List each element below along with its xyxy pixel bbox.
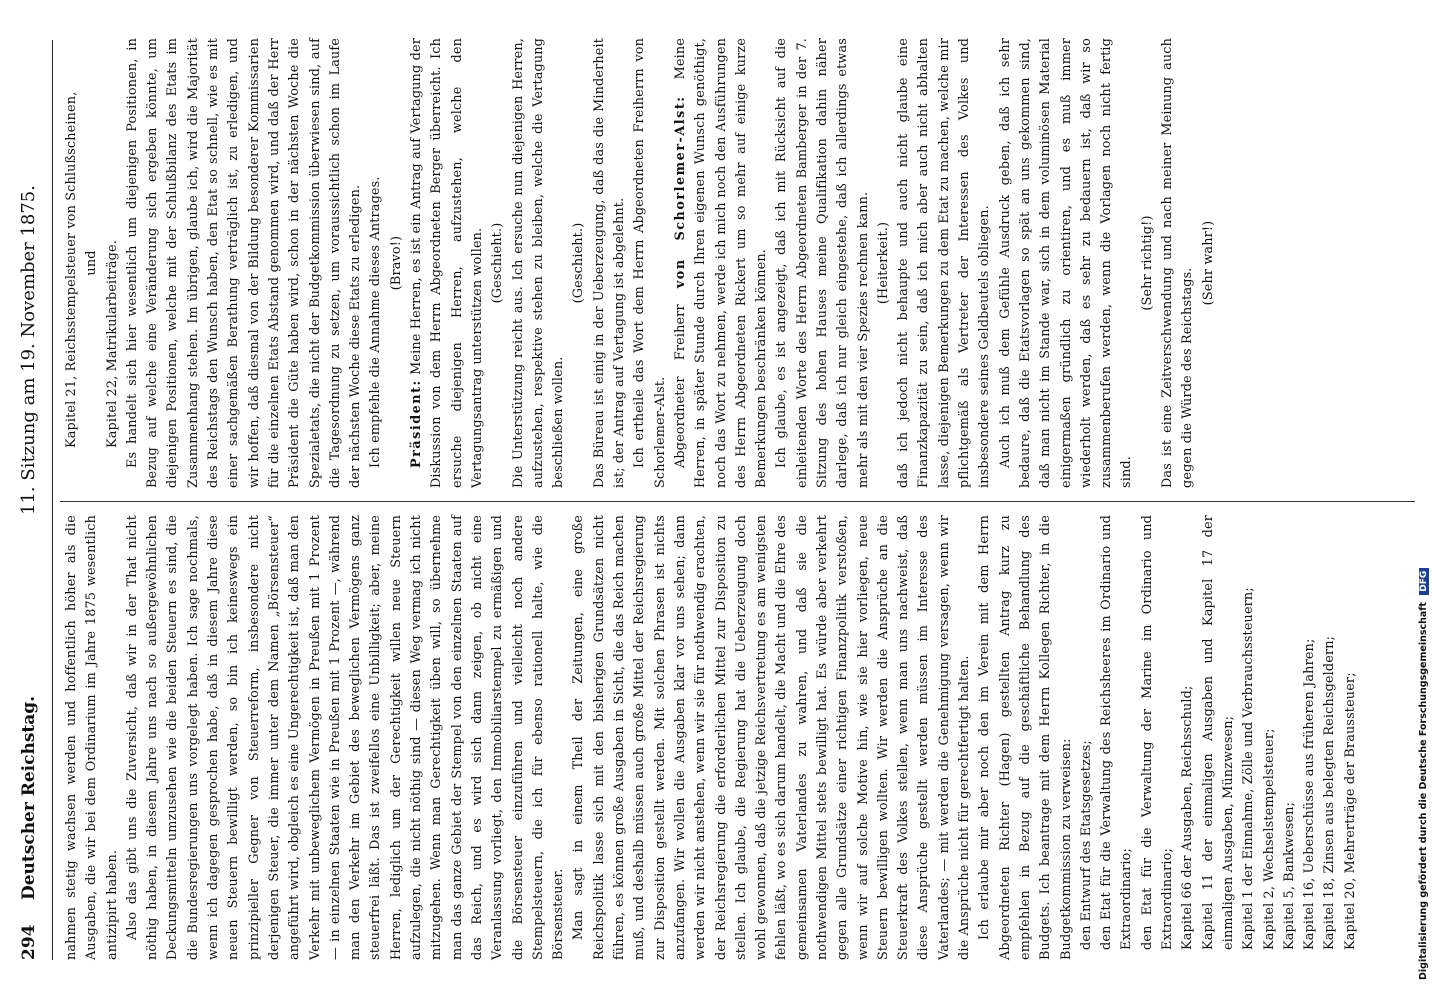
paragraph: Kapitel 20, Mehrerträge der Braussteuer; xyxy=(1342,672,1358,950)
dfg-logo: DFG xyxy=(1419,568,1429,595)
paragraph: und xyxy=(84,250,100,276)
side-note xyxy=(1408,20,1428,980)
session-date: 11. Sitzung am 19. November 1875. xyxy=(18,185,39,515)
paragraph: Ich ertheile das Wort dem Herrn Abgeordneten Freiherrn von Schorlemer-Alst. xyxy=(632,38,668,488)
paragraph: (Bravo!) xyxy=(388,235,404,291)
paragraph: den Etat für die Verwaltung des Reichsheeres im Ordinario und Extraordinario; xyxy=(1099,515,1135,950)
speaker-name: von Schorlemer-Alst: xyxy=(672,95,688,289)
paragraph: nahmen stetig wachsen werden und hoffentlich höher als die Ausgaben, die wir bei dem Ordinarium im Jahre 1875 wesentlich antizipirt haben. xyxy=(64,515,120,960)
paragraph: Das ist eine Zeitverschwendung und nach meiner Meinung auch gegen die Würde des Reichstags. xyxy=(1160,38,1196,488)
paragraph: Auch ich muß dem Gefühle Ausdruck geben, daß ich sehr bedaure, daß die Etatsvorlagen so spät an uns gekommen sind, daß man nicht im Stande war, sich in dem voluminösen Material einigermaßen gründlich zu orientiren, und es muß immer wiederholt werden, daß es sehr zu bedauern ist, daß wir so zusammenberufen werden, wenn die Vorlagen noch nicht fertig sind. xyxy=(997,38,1135,488)
side-note-text: Digitalisierung gefördert durch die Deutsche Forschungsgemeinschaft xyxy=(1418,602,1429,980)
paragraph: daß ich jedoch nicht behaupte und auch nicht glaube eine Finanzkapazität zu sein, daß ich mich aber auch nicht abhalten lasse, diejenigen Bemerkungen zu dem Etat zu machen, welche mir pflichtgemäß als Vertreter der Interessen des Volkes und insbesondere seines Geldbeutels obliegen. xyxy=(896,38,993,488)
paragraph: Kapitel 16, Ueberschüsse aus früheren Jahren; xyxy=(1302,638,1318,950)
paragraph: Ich empfehle die Annahme dieses Antrages. xyxy=(368,176,384,468)
header-rule xyxy=(52,40,53,960)
paragraph: Kapitel 1 der Einnahme, Zölle und Verbrauchssteuern; xyxy=(1241,587,1257,950)
paragraph: Man sagt in einem Theil der Zeitungen, eine große Reichspolitik lasse sich mit den bisherigen Grundsätzen nicht führen, es können große Ausgaben in Sicht, die das Reich machen muß, und deshalb müssen auch große Mittel der Reichsregierung zur Disposition gestellt werden. Mit solchen Phrasen ist nichts anzufangen. Wir wollen die Ausgaben klar vor uns sehen; dann werden wir nicht anstehen, wenn wir sie für nothwendig erachten, der Reichsregierung die erforderlichen Mittel zur Disposition zu stellen. Ich glaube, die Regierung hat die Ueberzeugung doch wohl gewonnen, daß die jetzige Reichsvertretung es am wenigsten fehlen läßt, wo es sich darum handelt, die Macht und die Ehre des gemeinsamen Vaterlandes zu wahren, und daß sie die nothwendigen Mittel stets bewilligt hat. Es würde aber verkehrt gegen alle Grundsätze einer richtigen Finanzpolitik verstoßen, wenn wir auf solche Motive hin, wie sie hier vorliegen, neue Steuern bewilligen wollten. Wir werden die Ansprüche an die Steuerkraft des Volkes stellen, wenn man uns nachweist, daß diese Ansprüche gestellt werden müssen im Interesse des Vaterlandes; — mit werden die Genehmigung versagen, wenn wir die Ansprüche nicht für gerechtfertigt halten. xyxy=(571,515,973,960)
paragraph: Kapitel 5, Bankwesen; xyxy=(1281,801,1297,950)
paragraph: Kapitel 18, Zinsen aus belegten Reichsgeldern; xyxy=(1322,635,1338,950)
paragraph: Die Unterstützung reicht aus. Ich ersuche nun diejenigen Herren, aufzustehen, respektive stehen zu bleiben, welche die Vertagung beschließen wollen. xyxy=(510,38,567,488)
paragraph: Kapitel 2, Wechselstempelsteuer; xyxy=(1261,728,1277,950)
paragraph: den Etat für die Verwaltung der Marine im Ordinario und Extraordinario; xyxy=(1139,515,1176,950)
speaker-name: Präsident: xyxy=(409,379,425,468)
paragraph: Abgeordneter Freiherr von Schorlemer-Alst: Meine Herren, in später Stunde durch Ihren eigenen Wunsch genöthigt, noch das Wort zu nehmen, werde ich mich noch den Ausführungen des Herrn Abgeordneten Rickert um so mehr auf einige kurze Bemerkungen beschränken können. xyxy=(672,38,770,488)
paragraph: Kapitel 66 der Ausgaben, Reichsschuld; xyxy=(1180,685,1196,950)
column-divider xyxy=(60,501,1415,502)
page-number: 294 xyxy=(19,924,39,960)
paragraph: (Sehr richtig!) xyxy=(1139,215,1155,311)
paragraph: Also das gibt uns die Zuversicht, daß wir in der That nicht nöthig haben, in diesem Jahre uns nach so außergewöhnlichen Deckungsmitteln umzusehen wie die beiden Steuern es sind, die die Bundesregierungen uns vorgelegt haben. Ich sage nochmals, wenn ich dagegen gesprochen habe, daß in diesem Jahre diese neuen Steuern bewilligt werden, so bin ich keineswegs ein prinzipieller Gegner von Steuerreform, insbesondere nicht derjenigen Steuer, die immer unter dem Namen „Börsensteuer“ angeführt wird, obgleich es eine Ungerechtigkeit ist, daß man den Verkehr mit unbeweglichem Vermögen in Preußen mit 1 Prozent — in einzelnen Staaten wie in Preußen mit 1 Prozent —, während man den Verkehr im Gebiet des beweglichen Vermögens ganz steuerfrei läßt. Das ist zweifellos eine Unbilligkeit; aber, meine Herren, lediglich um der Gerechtigkeit willen neue Steuern aufzulegen, die nicht nöthig sind — diesen Weg vermag ich nicht mitzugehen. Wenn man Gerechtigkeit üben will, so übernehme man das ganze Gebiet der Stempel von den einzelnen Staaten auf das Reich, und es wird sich dann zeigen, ob nicht eine Veranlassung vorliegt, den Immobiliarstempel zu ermäßigen und die Börsensteuer einzuführen und vielleicht noch andere Stempelsteuern, die ich für ebenso rationell halte, wie die Börsensteuer. xyxy=(124,515,567,960)
right-column xyxy=(62,38,1219,488)
left-column xyxy=(62,515,1361,960)
paragraph: (Heiterkeit.) xyxy=(875,221,891,305)
paragraph: Ich glaube, es ist angezeigt, daß ich mit Rücksicht auf die einleitenden Worte des Herrn Abgeordneten Bamberger in der 7. Sitzung des hohen Hauses meine Qualifikation dahin näher darlege, daß ich nur gleich eingestehe, daß ich allerdings etwas mehr als mit den vier Spezies rechnen kann. xyxy=(774,38,871,488)
paragraph: (Geschieht.) xyxy=(571,222,587,304)
paragraph: Es handelt sich hier wesentlich um diejenigen Positionen, in Bezug auf welche eine Veränderung sich ergeben könnte, um diejenigen Positionen, welche mit der Schlußbilanz des Etats im Zusammenhang stehen. Im übrigen, glaube ich, wird die Majorität des Reichstags den Wunsch haben, den Etat so schnell, wie es mit einer sachgemäßen Berathung verträglich ist, zu erledigen, und wir hoffen, daß diesmal von der Bildung besonderer Kommissarien für die einzelnen Etats Abstand genommen wird, und daß der Herr Präsident die Güte haben wird, schon in der nächsten Woche die Spezialetats, die nicht der Budgetkommission überwiesen sind, auf die Tagesordnung zu setzen, um voraussichtlich schon im Laufe der nächsten Woche diese Etats zu erledigen. xyxy=(124,38,364,488)
publication-title: Deutscher Reichstag. xyxy=(19,695,39,900)
paragraph: Kapitel 21, Reichsstempelsteuer von Schlußscheinen, xyxy=(64,91,79,448)
paragraph: Das Büreau ist einig in der Ueberzeugung, daß das die Minderheit ist; der Antrag auf Vertagung ist abgelehnt. xyxy=(591,38,628,488)
paragraph: den Entwurf des Etatsgesetzes; xyxy=(1078,740,1094,950)
paragraph: (Geschieht.) xyxy=(490,222,506,304)
paragraph: Kapitel 22, Matrikularbeiträge. xyxy=(104,240,120,448)
paragraph: Kapitel 11 der einmaligen Ausgaben und Kapitel 17 der einmaligen Ausgaben, Münzwesen; xyxy=(1200,515,1236,950)
paragraph: Ich erlaube mir aber noch den im Verein mit dem Herrn Abgeordneten Richter (Hagen) gestellten Antrag kurz zu empfehlen in Bezug auf die geschäftliche Behandlung des Budgets. Ich beantrage mit dem Herrn Kollegen Richter, in die Budgetkommission zu verweisen: xyxy=(977,515,1074,960)
running-header xyxy=(18,40,48,960)
paragraph: Präsident: Meine Herren, es ist ein Antrag auf Vertagung der Diskussion von dem Herrn Abgeordneten Berger überreicht. Ich ersuche diejenigen Herren, aufzustehen, welche den Vertagungsantrag unterstützen wollen. xyxy=(409,38,485,488)
paragraph: (Sehr wahr!) xyxy=(1200,220,1216,306)
